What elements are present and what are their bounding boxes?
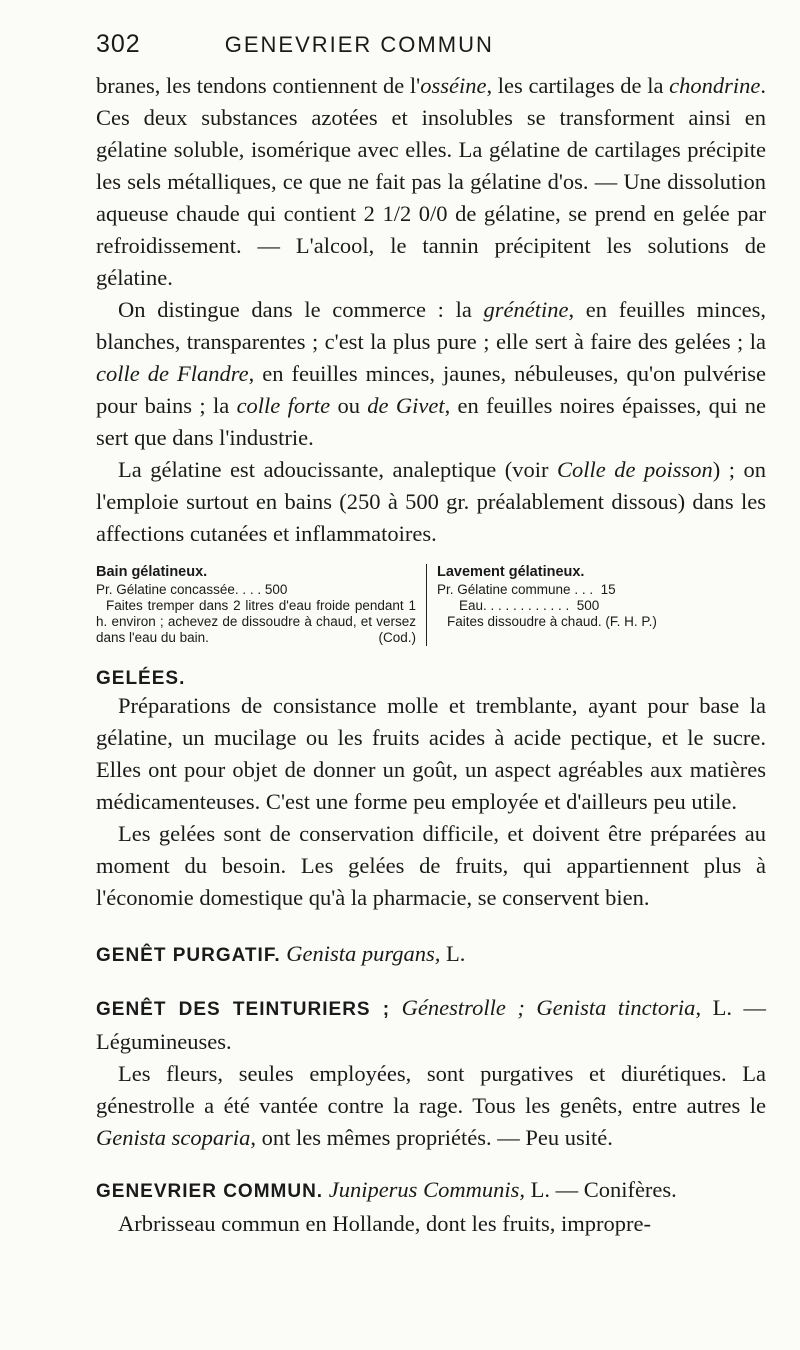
formula-title: Bain gélatineux. bbox=[96, 564, 208, 580]
entry-genet-purgatif: GENÊT PURGATIF. Genista purgans, L. bbox=[96, 941, 466, 966]
entry-genet-teinturiers: GENÊT DES TEINTURIERS ; Génestrolle ; Genista tinctoria, L. — Légumineuses. bbox=[96, 995, 767, 1054]
paragraph-genet-properties: Les fleurs, seules employées, sont purgatives et diurétiques. La génestrolle a été vantée contre la rage. Tous les genêts, entre autres le Genista scoparia, ont les mêmes propriétés. — Peu usité. bbox=[96, 1061, 766, 1150]
paragraph-gelatine-chemistry: branes, les tendons contiennent de l'osséine, les cartilages de la chondrine. Ces deux substances azotées et insolubles se transforment ainsi en gélatine soluble, isomérique avec elles. La gélatine de cartilages précipite les sels métalliques, ce que ne fait pas la gélatine d'os. — Une dissolution aqueuse chaude qui contient 2 1/2 0/0 de gélatine, se prend en gelée par refroidissement. — L'alcool, le tannin précipitent les solutions de gélatine. bbox=[96, 73, 766, 290]
formula-ingredient: Eau. . . . . . . . . . . . 500 bbox=[459, 598, 600, 613]
formula-block bbox=[96, 564, 766, 646]
formula-ingredient: Pr. Gélatine commune . . . 15 bbox=[437, 582, 616, 597]
paragraph-gelatine-uses: La gélatine est adoucissante, analeptique (voir Colle de poisson) ; on l'emploie surtout en bains (250 à 500 gr. préalablement dissous) dans les affections cutanées et inflammatoires. bbox=[96, 457, 767, 546]
formula-source: (Cod.) bbox=[378, 630, 416, 645]
paragraph-gelees-definition: Préparations de consistance molle et tremblante, ayant pour base la gélatine, un mucilage ou les fruits acides à acide pectique, et le sucre. Elles ont pour objet de donner un goût, un aspect agréables aux matières médicamenteuses. C'est une forme peu employée et d'ailleurs peu utile. bbox=[96, 693, 766, 814]
paragraph-gelees-conservation: Les gelées sont de conservation difficile, et doivent être préparées au moment du besoin. Les gelées de fruits, qui appartiennent plus à l'économie domestique qu'à la pharmacie, se conservent bien. bbox=[96, 821, 766, 910]
formula-instructions: Faites tremper dans 2 litres d'eau froide pendant 1 h. environ ; achevez de dissoudre à chaud, et versez dans l'eau du bain. (Cod.) bbox=[96, 598, 416, 645]
page-header bbox=[96, 30, 766, 70]
formula-title: Lavement gélatineux. bbox=[437, 564, 585, 580]
heading-gelees: GELÉES. bbox=[96, 668, 186, 689]
formula-instructions: Faites dissoudre à chaud. (F. H. P.) bbox=[447, 614, 657, 629]
page bbox=[96, 30, 766, 1240]
paragraph-genevrier: Arbrisseau commun en Hollande, dont les fruits, impropre- bbox=[118, 1211, 652, 1236]
formula-lavement-gelatineux bbox=[427, 564, 766, 646]
running-title: GENEVRIER COMMUN bbox=[224, 32, 494, 57]
formula-ingredient: Pr. Gélatine concassée. . . . 500 bbox=[96, 582, 288, 597]
entry-genevrier-commun: GENEVRIER COMMUN. Juniperus Communis, L. — Conifères. bbox=[96, 1177, 677, 1202]
formula-bain-gelatineux bbox=[96, 564, 427, 646]
page-number: 302 bbox=[96, 30, 141, 58]
paragraph-gelatine-commerce: On distingue dans le commerce : la grénétine, en feuilles minces, blanches, transparentes ; c'est la plus pure ; elle sert à faire des gelées ; la colle de Flandre, en feuilles minces, jaunes, nébuleuses, qu'on pulvérise pour bains ; la colle forte ou de Givet, en feuilles noires épaisses, qui ne sert que dans l'industrie. bbox=[96, 297, 767, 450]
